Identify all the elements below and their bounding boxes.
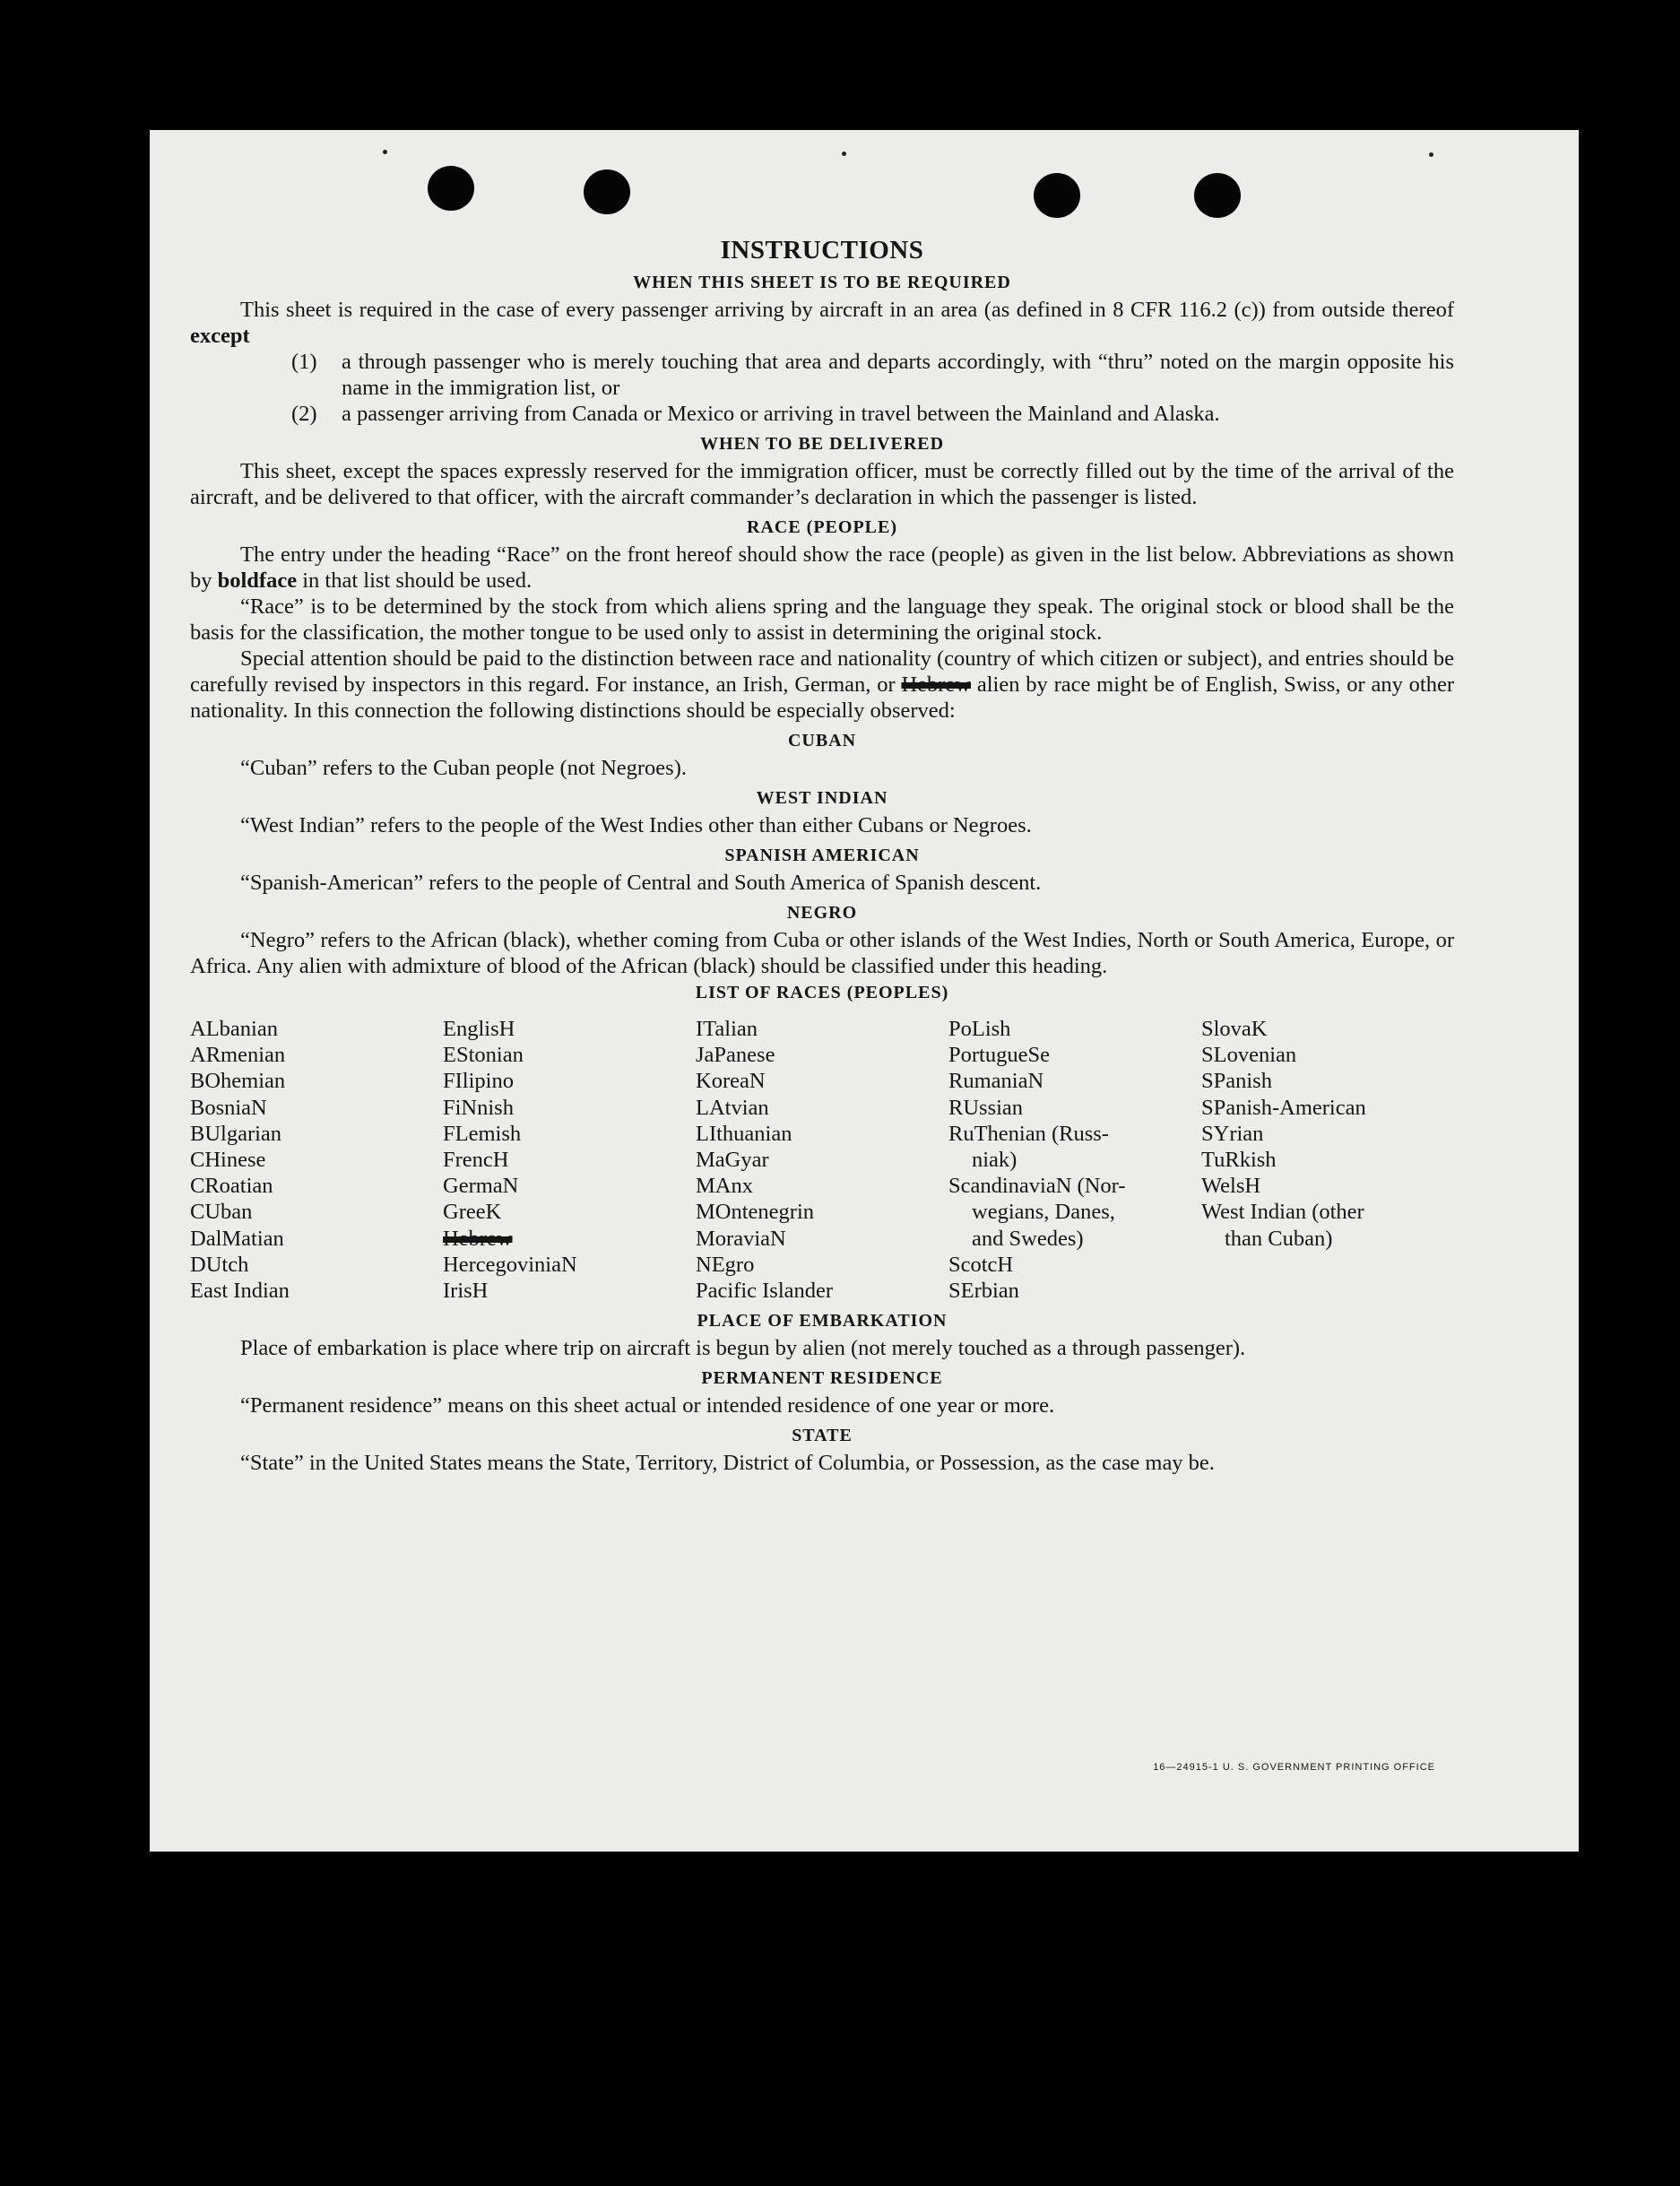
- race-item: NEgro: [696, 1252, 755, 1277]
- race-item: East Indian: [190, 1279, 290, 1304]
- speck: [383, 150, 387, 154]
- page-title: INSTRUCTIONS: [720, 236, 924, 265]
- races-column-4: [948, 1016, 1201, 1304]
- west-indian-text: “West Indian” refers to the people of the West Indies other than either Cubans or Negroes.: [240, 813, 1032, 837]
- section-heading-when-delivered: WHEN TO BE DELIVERED: [699, 434, 945, 454]
- race-item: KoreaN: [696, 1069, 766, 1094]
- race-paragraph-1: The entry under the heading “Race” on the front hereof should show the race (people) as given in the list below. Abbreviations as shown by boldface in that list should be used.: [190, 542, 1454, 593]
- section-heading-when-required: WHEN THIS SHEET IS TO BE REQUIRED: [633, 273, 1011, 292]
- punch-hole: [1194, 173, 1241, 218]
- delivered-text: This sheet, except the spaces expressly reserved for the immigration officer, must be correctly filled out by the time of the arrival of the aircraft, and be delivered to that officer, with the aircraft commander’s declaration in which the passenger is listed.: [190, 459, 1454, 509]
- race-item: ITalian: [696, 1017, 758, 1041]
- race-item: PoLish: [948, 1017, 1011, 1041]
- race-item: ScandinaviaN (Nor-: [948, 1174, 1126, 1199]
- race-item: PortugueSe: [948, 1043, 1050, 1068]
- section-heading-residence: PERMANENT RESIDENCE: [701, 1368, 943, 1389]
- race-item: than Cuban): [1225, 1226, 1333, 1251]
- section-heading-embarkation: PLACE OF EMBARKATION: [697, 1311, 948, 1332]
- race-item: FiNnish: [443, 1095, 514, 1120]
- section-heading-state: STATE: [792, 1426, 853, 1446]
- document-sheet: [150, 130, 1579, 1852]
- state-text: “State” in the United States means the State, Territory, District of Columbia, or Possession, as the case may be.: [240, 1451, 1215, 1476]
- instructions-content: [190, 236, 1454, 1476]
- race-item: MOntenegrin: [696, 1200, 814, 1225]
- race-item: FIlipino: [443, 1069, 514, 1094]
- speck: [1429, 152, 1433, 157]
- race-item: SPanish-American: [1201, 1095, 1366, 1120]
- race-item: DalMatian: [190, 1226, 284, 1251]
- races-column-2: [443, 1016, 696, 1304]
- race-item: BOhemian: [190, 1069, 286, 1094]
- race-item: SlovaK: [1201, 1017, 1268, 1041]
- negro-text: “Negro” refers to the African (black), whether coming from Cuba or other islands of the West Indies, North or South America, Europe, or Africa. Any alien with admixture of blood of the African (black) should be classified under this heading.: [190, 928, 1454, 978]
- race-item: RUssian: [948, 1095, 1024, 1120]
- race-item: MaGyar: [696, 1148, 769, 1173]
- race-item: GermaN: [443, 1174, 519, 1199]
- race-item: RuThenian (Russ-: [948, 1121, 1109, 1146]
- race-item: RumaniaN: [948, 1069, 1044, 1094]
- races-column-1: [190, 1016, 443, 1304]
- exception-item-2: (2) a passenger arriving from Canada or Mexico or arriving in travel between the Mainland and Alaska.: [291, 402, 1220, 426]
- residence-text: “Permanent residence” means on this sheet actual or intended residence of one year or more.: [240, 1393, 1055, 1418]
- race-item: ARmenian: [190, 1043, 286, 1068]
- races-column-5: [1201, 1016, 1454, 1304]
- speck: [842, 152, 846, 156]
- section-heading-spanish-american: SPANISH AMERICAN: [724, 846, 920, 865]
- races-list: [190, 1016, 1454, 1304]
- race-paragraph-2: “Race” is to be determined by the stock from which aliens spring and the language they speak. The original stock or blood shall be the basis for the classification, the mother tongue to be used only to assist in determining the original stock.: [190, 594, 1454, 645]
- race-item: GreeK: [443, 1200, 502, 1225]
- race-item: HercegoviniaN: [443, 1252, 577, 1277]
- exception-item-1: (1) a through passenger who is merely touching that area and departs accordingly, with “thru” noted on the margin opposite his name in the immigration list, or: [291, 350, 1454, 400]
- race-item: SErbian: [948, 1279, 1019, 1304]
- race-item: ALbanian: [190, 1017, 278, 1041]
- required-intro: This sheet is required in the case of every passenger arriving by aircraft in an area (as defined in 8 CFR 116.2 (c)) from outside thereof except: [190, 298, 1454, 348]
- race-item: IrisH: [443, 1279, 489, 1304]
- race-item: MAnx: [696, 1174, 753, 1199]
- race-item: CUban: [190, 1200, 253, 1225]
- race-item: SLovenian: [1201, 1043, 1297, 1068]
- printing-office-footer: 16—24915-1 U. S. GOVERNMENT PRINTING OFFICE: [1153, 1762, 1435, 1773]
- race-item: CHinese: [190, 1148, 266, 1173]
- race-item: EStonian: [443, 1043, 524, 1068]
- race-item: FLemish: [443, 1121, 522, 1146]
- race-item: FrencH: [443, 1148, 509, 1173]
- race-item: WelsH: [1201, 1174, 1261, 1199]
- race-item: ScotcH: [948, 1252, 1014, 1277]
- races-column-3: [696, 1016, 948, 1304]
- race-item: JaPanese: [696, 1043, 775, 1068]
- punch-hole: [428, 166, 474, 211]
- race-item: wegians, Danes,: [972, 1200, 1115, 1225]
- section-heading-race: RACE (PEOPLE): [747, 517, 897, 537]
- race-item: niak): [972, 1148, 1018, 1173]
- race-item: West Indian (other: [1201, 1200, 1364, 1225]
- race-item: LAtvian: [696, 1095, 769, 1120]
- race-item: DUtch: [190, 1252, 249, 1277]
- punch-hole: [1034, 173, 1080, 218]
- race-item: TuRkish: [1201, 1148, 1277, 1173]
- race-item: SPanish: [1201, 1069, 1272, 1094]
- punch-hole: [584, 169, 630, 214]
- section-heading-list-of-races: LIST OF RACES (PEOPLES): [695, 983, 949, 1002]
- race-item: BUlgarian: [190, 1121, 282, 1146]
- race-item-struck: Hebrew: [443, 1226, 513, 1251]
- embarkation-text: Place of embarkation is place where trip on aircraft is begun by alien (not merely touched as a through passenger).: [240, 1336, 1246, 1361]
- section-heading-west-indian: WEST INDIAN: [756, 788, 888, 808]
- race-item: EnglisH: [443, 1017, 515, 1041]
- race-item: MoraviaN: [696, 1226, 786, 1251]
- spanish-american-text: “Spanish-American” refers to the people of Central and South America of Spanish descent.: [240, 871, 1042, 895]
- race-item: BosniaN: [190, 1095, 267, 1120]
- race-item: CRoatian: [190, 1174, 273, 1199]
- race-item: LIthuanian: [696, 1121, 792, 1146]
- race-item: SYrian: [1201, 1121, 1264, 1146]
- race-item: Pacific Islander: [696, 1279, 834, 1304]
- section-heading-cuban: CUBAN: [787, 731, 857, 750]
- race-paragraph-3: Special attention should be paid to the distinction between race and nationality (country of which citizen or subject), and entries should be carefully revised by inspectors in this regard. For instance, an Irish, German, or Hebrew alien by race might be of English, Swiss, or any other nationality. In this connection the following distinctions should be especially observed:: [190, 646, 1455, 723]
- race-item: and Swedes): [972, 1226, 1084, 1251]
- section-heading-negro: NEGRO: [786, 903, 858, 923]
- cuban-text: “Cuban” refers to the Cuban people (not Negroes).: [240, 756, 687, 780]
